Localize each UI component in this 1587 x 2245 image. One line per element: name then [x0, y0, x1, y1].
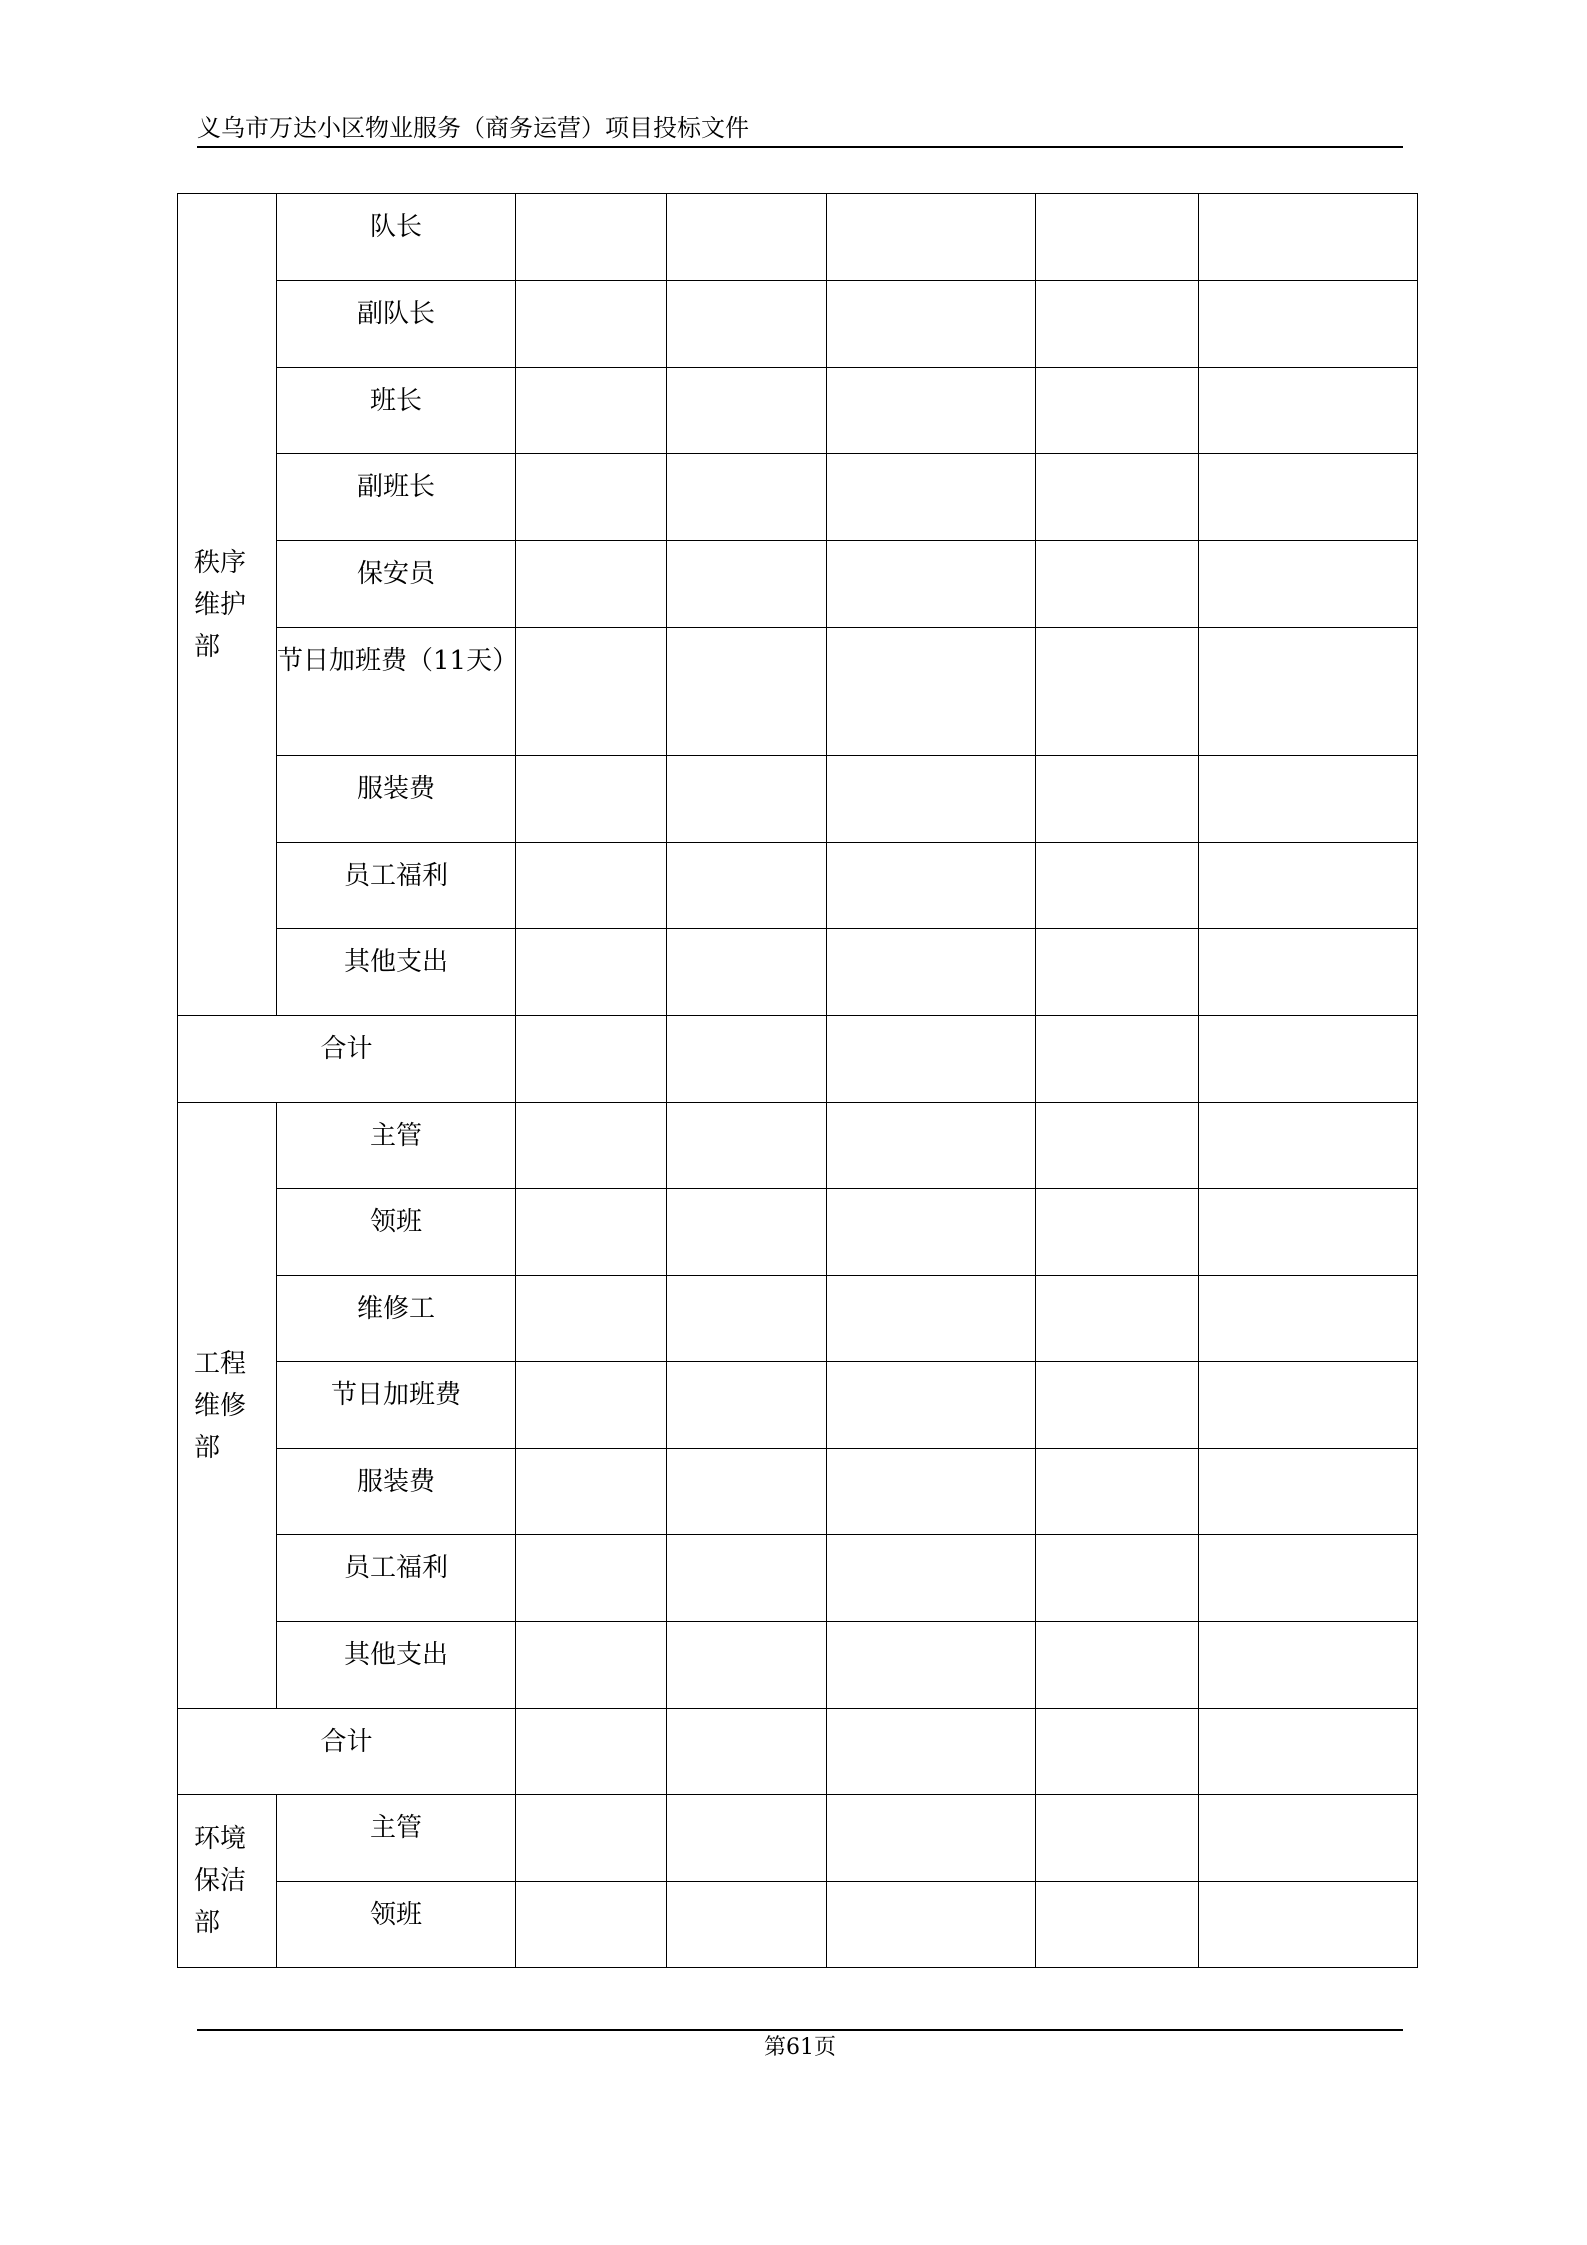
value-cell	[1199, 1103, 1418, 1189]
value-cell	[667, 1449, 827, 1535]
value-cell	[1199, 1189, 1418, 1276]
value-cell	[516, 1882, 667, 1968]
table-row	[178, 1362, 1418, 1449]
value-cell	[1036, 1535, 1199, 1622]
table-row	[178, 281, 1418, 368]
value-cell	[1036, 454, 1199, 541]
value-cell	[667, 1189, 827, 1276]
value-cell	[667, 1622, 827, 1709]
value-cell	[827, 628, 1036, 756]
value-cell	[827, 541, 1036, 628]
total-row	[178, 1709, 1418, 1795]
department-cell	[178, 1795, 277, 1968]
value-cell	[1199, 1449, 1418, 1535]
item-label: 主管	[277, 1103, 516, 1189]
table-row	[178, 368, 1418, 454]
table-row	[178, 541, 1418, 628]
value-cell	[1036, 281, 1199, 368]
value-cell	[827, 1016, 1036, 1103]
value-cell	[827, 1449, 1036, 1535]
value-cell	[1036, 628, 1199, 756]
value-cell	[1036, 1189, 1199, 1276]
value-cell	[667, 454, 827, 541]
value-cell	[516, 1795, 667, 1882]
page-footer	[197, 2029, 1403, 2063]
item-label: 队长	[277, 194, 516, 281]
value-cell	[667, 1016, 827, 1103]
value-cell	[667, 1362, 827, 1449]
value-cell	[1199, 281, 1418, 368]
value-cell	[516, 929, 667, 1016]
table-row	[178, 756, 1418, 843]
value-cell	[516, 628, 667, 756]
value-cell	[827, 1709, 1036, 1795]
value-cell	[1036, 194, 1199, 281]
value-cell	[1036, 1016, 1199, 1103]
value-cell	[667, 756, 827, 843]
table-row	[178, 1276, 1418, 1362]
department-cell	[178, 194, 277, 1016]
value-cell	[516, 368, 667, 454]
table-row	[178, 1622, 1418, 1709]
value-cell	[827, 1189, 1036, 1276]
value-cell	[667, 1276, 827, 1362]
department-label: 工程维修部	[194, 1348, 247, 1463]
value-cell	[827, 1622, 1036, 1709]
item-label: 其他支出	[277, 929, 516, 1016]
cost-breakdown-table	[177, 193, 1418, 1968]
value-cell	[1199, 1362, 1418, 1449]
value-cell	[827, 1362, 1036, 1449]
page-header	[197, 112, 1403, 148]
value-cell	[1036, 756, 1199, 843]
item-label: 领班	[277, 1189, 516, 1276]
value-cell	[667, 194, 827, 281]
value-cell	[827, 368, 1036, 454]
value-cell	[1036, 1449, 1199, 1535]
table-row	[178, 1535, 1418, 1622]
value-cell	[827, 843, 1036, 929]
value-cell	[827, 929, 1036, 1016]
value-cell	[827, 281, 1036, 368]
value-cell	[827, 1276, 1036, 1362]
value-cell	[516, 1709, 667, 1795]
value-cell	[1036, 1622, 1199, 1709]
value-cell	[1199, 1795, 1418, 1882]
page-number: 第61页	[764, 2035, 836, 2060]
value-cell	[516, 194, 667, 281]
value-cell	[1199, 1622, 1418, 1709]
table-row	[178, 194, 1418, 281]
value-cell	[1199, 454, 1418, 541]
value-cell	[1199, 843, 1418, 929]
value-cell	[516, 1016, 667, 1103]
value-cell	[827, 1103, 1036, 1189]
value-cell	[827, 1535, 1036, 1622]
value-cell	[1199, 1016, 1418, 1103]
table-row	[178, 1189, 1418, 1276]
value-cell	[1199, 756, 1418, 843]
table-row	[178, 843, 1418, 929]
value-cell	[1036, 1103, 1199, 1189]
value-cell	[667, 281, 827, 368]
value-cell	[516, 1362, 667, 1449]
value-cell	[667, 628, 827, 756]
value-cell	[827, 454, 1036, 541]
value-cell	[516, 1276, 667, 1362]
item-label: 主管	[277, 1795, 516, 1882]
item-label: 节日加班费（11天）	[277, 628, 516, 756]
table-row	[178, 1449, 1418, 1535]
value-cell	[1036, 1362, 1199, 1449]
value-cell	[1036, 929, 1199, 1016]
total-label: 合计	[178, 1709, 516, 1795]
total-label: 合计	[178, 1016, 516, 1103]
item-label: 服装费	[277, 756, 516, 843]
item-label: 保安员	[277, 541, 516, 628]
table-row	[178, 1795, 1418, 1882]
department-label: 环境保洁部	[194, 1824, 247, 1938]
item-label: 员工福利	[277, 843, 516, 929]
value-cell	[667, 929, 827, 1016]
item-label: 服装费	[277, 1449, 516, 1535]
value-cell	[516, 281, 667, 368]
table-row	[178, 929, 1418, 1016]
value-cell	[1199, 368, 1418, 454]
value-cell	[667, 1882, 827, 1968]
table-row	[178, 1882, 1418, 1968]
department-label: 秩序维护部	[194, 547, 247, 662]
item-label: 副班长	[277, 454, 516, 541]
item-label: 员工福利	[277, 1535, 516, 1622]
value-cell	[516, 454, 667, 541]
value-cell	[1199, 541, 1418, 628]
total-row	[178, 1016, 1418, 1103]
value-cell	[516, 756, 667, 843]
item-label: 其他支出	[277, 1622, 516, 1709]
value-cell	[1036, 1795, 1199, 1882]
value-cell	[1199, 929, 1418, 1016]
value-cell	[827, 1795, 1036, 1882]
item-label: 领班	[277, 1882, 516, 1968]
value-cell	[1036, 541, 1199, 628]
value-cell	[667, 1535, 827, 1622]
table-row	[178, 1103, 1418, 1189]
value-cell	[1199, 1709, 1418, 1795]
value-cell	[667, 1795, 827, 1882]
value-cell	[516, 1622, 667, 1709]
value-cell	[667, 1103, 827, 1189]
table-row	[178, 454, 1418, 541]
value-cell	[1199, 194, 1418, 281]
document-title: 义乌市万达小区物业服务（商务运营）项目投标文件	[197, 114, 749, 142]
value-cell	[516, 1535, 667, 1622]
value-cell	[827, 194, 1036, 281]
value-cell	[1199, 1276, 1418, 1362]
value-cell	[1199, 1535, 1418, 1622]
value-cell	[1036, 368, 1199, 454]
value-cell	[1036, 843, 1199, 929]
item-label: 副队长	[277, 281, 516, 368]
table-row	[178, 628, 1418, 756]
value-cell	[827, 756, 1036, 843]
value-cell	[667, 541, 827, 628]
item-label: 节日加班费	[277, 1362, 516, 1449]
value-cell	[1199, 628, 1418, 756]
value-cell	[827, 1882, 1036, 1968]
value-cell	[516, 1103, 667, 1189]
item-label: 维修工	[277, 1276, 516, 1362]
value-cell	[667, 843, 827, 929]
item-label: 班长	[277, 368, 516, 454]
value-cell	[516, 1189, 667, 1276]
value-cell	[1036, 1276, 1199, 1362]
value-cell	[667, 1709, 827, 1795]
value-cell	[1199, 1882, 1418, 1968]
value-cell	[1036, 1882, 1199, 1968]
value-cell	[516, 843, 667, 929]
value-cell	[667, 368, 827, 454]
value-cell	[516, 541, 667, 628]
value-cell	[1036, 1709, 1199, 1795]
department-cell	[178, 1103, 277, 1709]
value-cell	[516, 1449, 667, 1535]
